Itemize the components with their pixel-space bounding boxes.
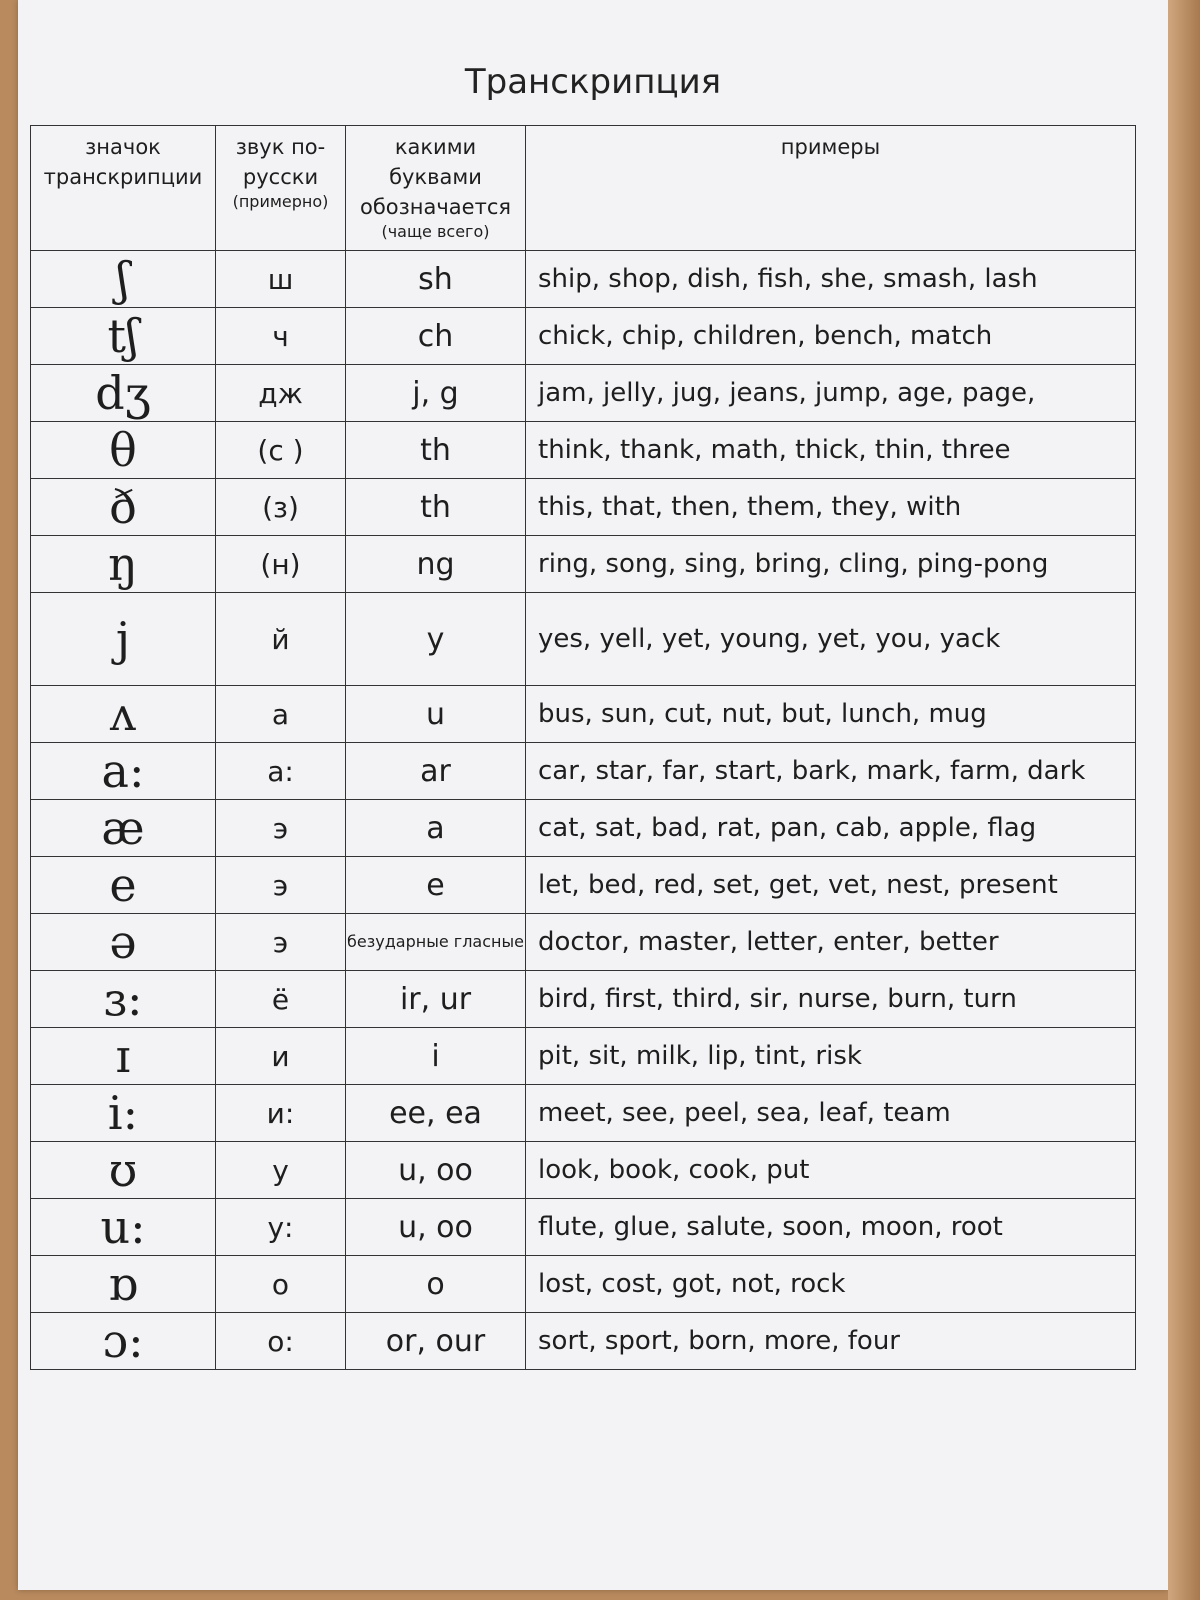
header-examples: примеры: [526, 126, 1136, 251]
table-row: [31, 857, 1136, 914]
spelling-letters: i: [346, 1028, 526, 1085]
table-row: [31, 308, 1136, 365]
transcription-symbol: ŋ: [31, 536, 216, 593]
table-row: [31, 1199, 1136, 1256]
transcription-symbol: ɜ:: [31, 971, 216, 1028]
spelling-letters: o: [346, 1256, 526, 1313]
transcription-table: [30, 125, 1136, 1370]
header-row: [31, 126, 1136, 251]
russian-sound: э: [216, 857, 346, 914]
spelling-letters: th: [346, 479, 526, 536]
spelling-letters: e: [346, 857, 526, 914]
russian-sound: у:: [216, 1199, 346, 1256]
table-row: [31, 1142, 1136, 1199]
transcription-symbol: ɔ:: [31, 1313, 216, 1370]
page-title: Транскрипция: [464, 62, 722, 102]
table-surface: [1168, 0, 1200, 1600]
example-words: this, that, then, them, they, with: [526, 479, 1136, 536]
transcription-symbol: ʌ: [31, 686, 216, 743]
table-row: [31, 743, 1136, 800]
spelling-letters: th: [346, 422, 526, 479]
example-words: flute, glue, salute, soon, moon, root: [526, 1199, 1136, 1256]
transcription-symbol: æ: [31, 800, 216, 857]
spelling-letters: ch: [346, 308, 526, 365]
russian-sound: о: [216, 1256, 346, 1313]
header-russian-note: (примерно): [232, 192, 329, 211]
example-words: ship, shop, dish, fish, she, smash, lash: [526, 251, 1136, 308]
russian-sound: (с ): [216, 422, 346, 479]
russian-sound: о:: [216, 1313, 346, 1370]
table-row: [31, 422, 1136, 479]
example-words: bird, first, third, sir, nurse, burn, turn: [526, 971, 1136, 1028]
transcription-symbol: j: [31, 593, 216, 686]
spelling-letters: or, our: [346, 1313, 526, 1370]
example-words: let, bed, red, set, get, vet, nest, present: [526, 857, 1136, 914]
transcription-symbol: ʃ: [31, 251, 216, 308]
header-letters: [346, 126, 526, 251]
example-words: jam, jelly, jug, jeans, jump, age, page,: [526, 365, 1136, 422]
transcription-symbol: i:: [31, 1085, 216, 1142]
example-words: chick, chip, children, bench, match: [526, 308, 1136, 365]
header-symbol-line1: значок: [85, 135, 161, 159]
russian-sound: ш: [216, 251, 346, 308]
transcription-symbol: ʊ: [31, 1142, 216, 1199]
example-words: pit, sit, milk, lip, tint, risk: [526, 1028, 1136, 1085]
transcription-symbol: ɒ: [31, 1256, 216, 1313]
spelling-letters: u, oo: [346, 1142, 526, 1199]
russian-sound: ё: [216, 971, 346, 1028]
transcription-symbol: ə: [31, 914, 216, 971]
spelling-letters: u: [346, 686, 526, 743]
table-row: [31, 686, 1136, 743]
russian-sound: (з): [216, 479, 346, 536]
example-words: bus, sun, cut, nut, but, lunch, mug: [526, 686, 1136, 743]
table-row: [31, 593, 1136, 686]
header-russian: [216, 126, 346, 251]
table-row: [31, 1028, 1136, 1085]
example-words: cat, sat, bad, rat, pan, cab, apple, flag: [526, 800, 1136, 857]
header-russian-line2: русски: [242, 165, 319, 189]
russian-sound: дж: [216, 365, 346, 422]
spelling-letters: j, g: [346, 365, 526, 422]
spelling-letters: sh: [346, 251, 526, 308]
header-letters-line2: буквами: [389, 165, 482, 189]
table-row: [31, 536, 1136, 593]
table-row: [31, 1313, 1136, 1370]
russian-sound: ч: [216, 308, 346, 365]
table-row: [31, 251, 1136, 308]
spelling-letters: y: [346, 593, 526, 686]
header-letters-line3: обозначается: [359, 195, 512, 219]
header-russian-line1: звук по-: [235, 135, 326, 159]
russian-sound: а: [216, 686, 346, 743]
transcription-symbol: θ: [31, 422, 216, 479]
spelling-letters: ar: [346, 743, 526, 800]
russian-sound: э: [216, 914, 346, 971]
table-row: [31, 800, 1136, 857]
russian-sound: и: [216, 1028, 346, 1085]
table-row: [31, 971, 1136, 1028]
transcription-symbol: a:: [31, 743, 216, 800]
russian-sound: у: [216, 1142, 346, 1199]
russian-sound: э: [216, 800, 346, 857]
header-letters-line1: какими: [394, 135, 477, 159]
table-row: [31, 914, 1136, 971]
example-words: meet, see, peel, sea, leaf, team: [526, 1085, 1136, 1142]
table-row: [31, 479, 1136, 536]
russian-sound: и:: [216, 1085, 346, 1142]
spelling-letters: ng: [346, 536, 526, 593]
example-words: doctor, master, letter, enter, better: [526, 914, 1136, 971]
example-words: think, thank, math, thick, thin, three: [526, 422, 1136, 479]
transcription-symbol: u:: [31, 1199, 216, 1256]
example-words: car, star, far, start, bark, mark, farm, dark: [526, 743, 1136, 800]
transcription-symbol: e: [31, 857, 216, 914]
spelling-letters: ee, ea: [346, 1085, 526, 1142]
table-row: [31, 365, 1136, 422]
example-words: look, book, cook, put: [526, 1142, 1136, 1199]
transcription-symbol: ɪ: [31, 1028, 216, 1085]
example-words: ring, song, sing, bring, cling, ping-pong: [526, 536, 1136, 593]
spelling-letters: безударные гласные: [346, 914, 526, 971]
table-row: [31, 1085, 1136, 1142]
spelling-letters: u, oo: [346, 1199, 526, 1256]
table-row: [31, 1256, 1136, 1313]
example-words: yes, yell, yet, young, yet, you, yack: [526, 593, 1136, 686]
transcription-symbol: dʒ: [31, 365, 216, 422]
russian-sound: й: [216, 593, 346, 686]
spelling-letters: a: [346, 800, 526, 857]
russian-sound: (н): [216, 536, 346, 593]
example-words: sort, sport, born, more, four: [526, 1313, 1136, 1370]
header-symbol-line2: транскрипции: [43, 165, 203, 189]
header-symbol: [31, 126, 216, 251]
russian-sound: а:: [216, 743, 346, 800]
example-words: lost, cost, got, not, rock: [526, 1256, 1136, 1313]
header-letters-note: (чаще всего): [381, 222, 490, 241]
transcription-symbol: tʃ: [31, 308, 216, 365]
spelling-letters: ir, ur: [346, 971, 526, 1028]
transcription-symbol: ð: [31, 479, 216, 536]
